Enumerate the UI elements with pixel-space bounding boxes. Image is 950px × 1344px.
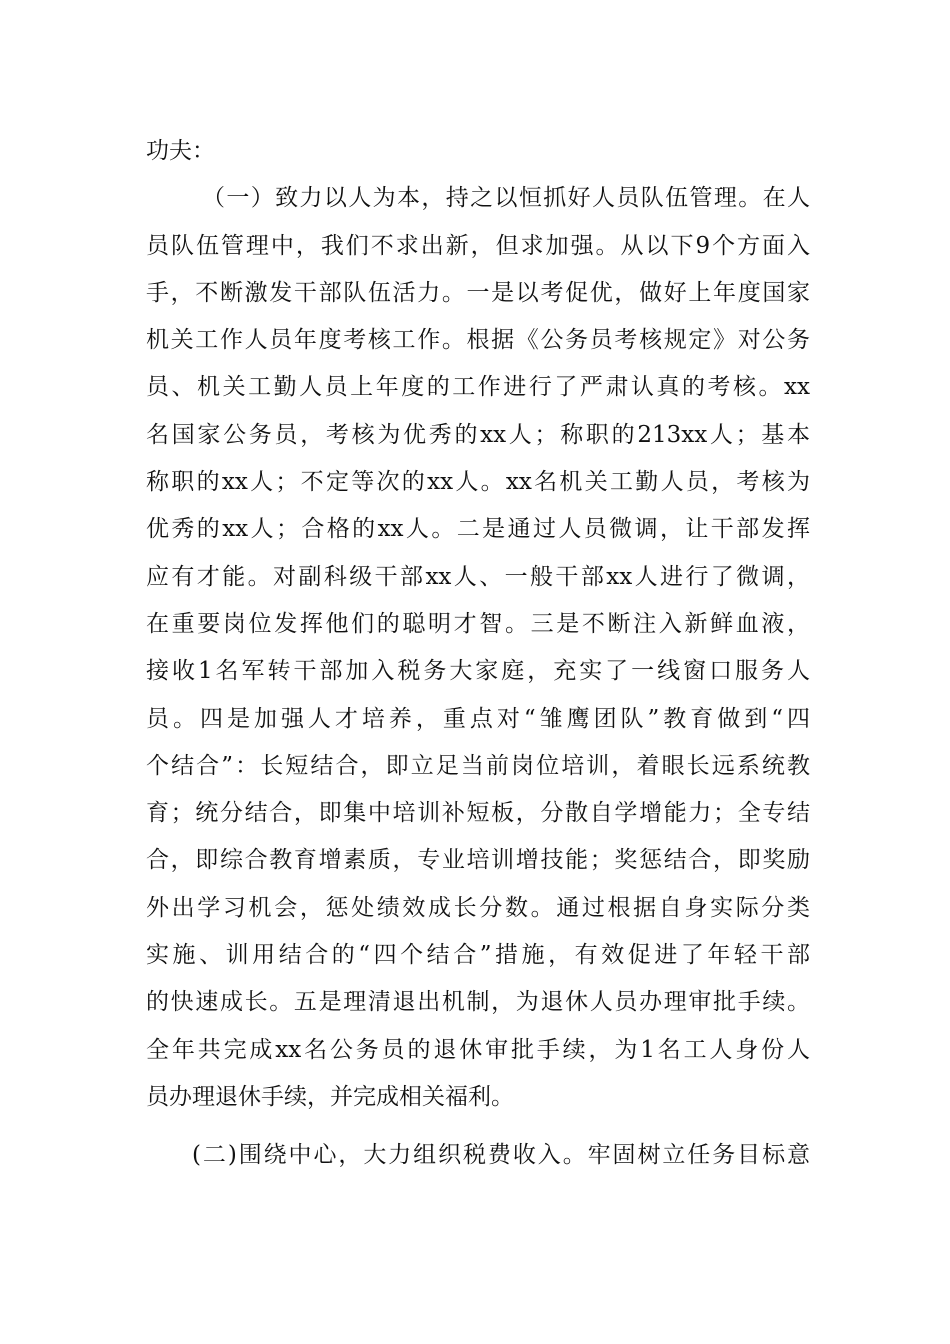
text-line: 员队伍管理中，我们不求出新，但求加强。从以下9个方面入 [146, 232, 810, 259]
text-line: 实施、训用结合的“四个结合”措施，有效促进了年轻干部 [146, 942, 810, 969]
text-line: 手，不断激发干部队伍活力。一是以考促优，做好上年度国家 [146, 279, 810, 306]
text-line: 合，即综合教育增素质，专业培训增技能；奖惩结合，即奖励 [146, 847, 810, 874]
text-line: 接收1名军转干部加入税务大家庭，充实了一线窗口服务人 [146, 658, 810, 685]
paragraph-gap [146, 1121, 810, 1132]
text-line: 员。四是加强人才培养，重点对“雏鹰团队”教育做到“四 [146, 705, 810, 732]
text-line: 名国家公务员，考核为优秀的xx人；称职的213xx人；基本 [146, 421, 810, 448]
text-line: 在重要岗位发挥他们的聪明才智。三是不断注入新鲜血液， [146, 610, 810, 637]
paragraph-1-start: （一）致力以人为本，持之以恒抓好人员队伍管理。在人 [202, 185, 810, 212]
text-line: 应有才能。对副科级干部xx人、一般干部xx人进行了微调， [146, 563, 810, 590]
text-line: 个结合”：长短结合，即立足当前岗位培训，着眼长远系统教 [146, 752, 810, 779]
text-line: 优秀的xx人；合格的xx人。二是通过人员微调，让干部发挥 [146, 516, 810, 543]
text-line: 育；统分结合，即集中培训补短板，分散自学增能力；全专结 [146, 800, 810, 827]
text-line: 员、机关工勤人员上年度的工作进行了严肃认真的考核。xx [146, 374, 810, 401]
text-line: 机关工作人员年度考核工作。根据《公务员考核规定》对公务 [146, 327, 810, 354]
text-line: 外出学习机会，惩处绩效成长分数。通过根据自身实际分类 [146, 894, 810, 921]
paragraph-1-end: 员办理退休手续，并完成相关福利。 [146, 1083, 514, 1110]
text-line: 全年共完成xx名公务员的退休审批手续，为1名工人身份人 [146, 1036, 810, 1063]
paragraph-2-start: (二)围绕中心，大力组织税费收入。牢固树立任务目标意 [192, 1142, 810, 1169]
document-body [146, 128, 810, 1180]
text-line: 的快速成长。五是理清退出机制，为退休人员办理审批手续。 [146, 989, 810, 1016]
text-line: 称职的xx人；不定等次的xx人。xx名机关工勤人员，考核为 [146, 469, 810, 496]
text-line: 功夫： [146, 138, 215, 164]
